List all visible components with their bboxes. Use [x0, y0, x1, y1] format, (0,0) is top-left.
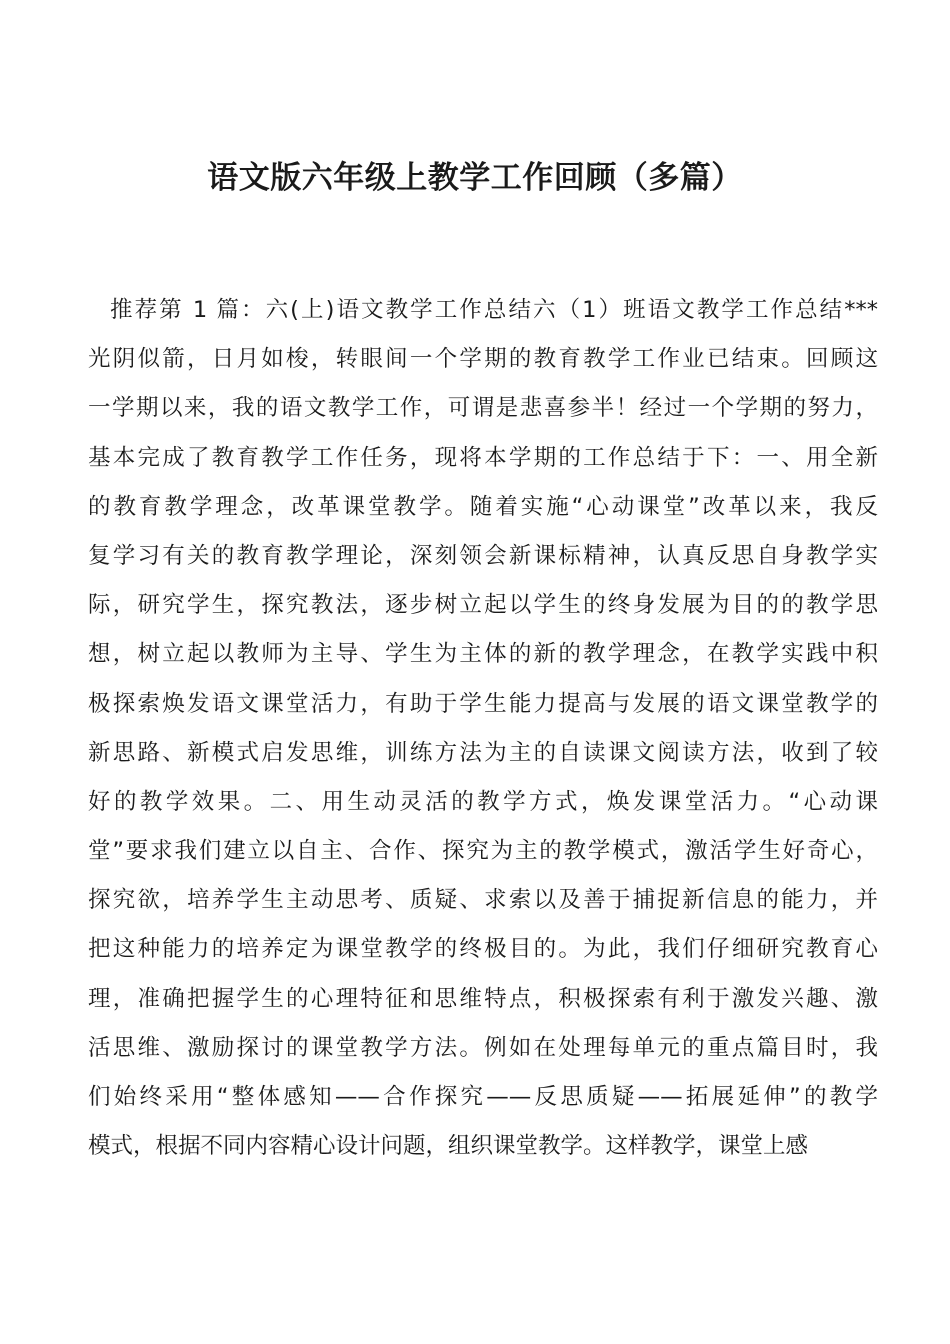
document-title: 语文版六年级上教学工作回顾（多篇）: [207, 160, 743, 196]
body-line: 推荐第 1 篇：六(上)语文教学工作总结六（1）班语文教学工作总结***: [110, 297, 878, 323]
body-line: 一学期以来，我的语文教学工作，可谓是悲喜参半！经过一个学期的努力，: [88, 395, 878, 422]
body-line: 极探索焕发语文课堂活力，有助于学生能力提高与发展的语文课堂教学的: [88, 690, 878, 717]
body-line: 新思路、新模式启发思维，训练方法为主的自读课文阅读方法，收到了较: [88, 739, 878, 766]
document-body: [88, 286, 878, 1171]
body-line: 想，树立起以教师为主导、学生为主体的新的教学理念，在教学实践中积: [88, 641, 878, 668]
body-line: 好的教学效果。二、用生动灵活的教学方式，焕发课堂活力。“心动课: [88, 788, 878, 815]
body-line: 基本完成了教育教学工作任务，现将本学期的工作总结于下：一、用全新: [88, 444, 878, 471]
body-line: 探究欲，培养学生主动思考、质疑、求索以及善于捕捉新信息的能力，并: [88, 887, 878, 914]
body-line: 的教育教学理念，改革课堂教学。随着实施“心动课堂”改革以来，我反: [88, 493, 878, 520]
body-line: 模式，根据不同内容精心设计问题，组织课堂教学。这样教学，课堂上感: [88, 1133, 809, 1160]
body-line: 堂”要求我们建立以自主、合作、探究为主的教学模式，激活学生好奇心，: [88, 838, 878, 865]
body-line: 复学习有关的教育教学理论，深刻领会新课标精神，认真反思自身教学实: [88, 542, 878, 569]
body-line: 们始终采用“整体感知——合作探究——反思质疑——拓展延伸”的教学: [88, 1084, 878, 1110]
body-line: 光阴似箭，日月如梭，转眼间一个学期的教育教学工作业已结束。回顾这: [88, 346, 878, 373]
body-line: 理，准确把握学生的心理特征和思维特点，积极探索有利于激发兴趣、激: [88, 985, 878, 1012]
body-line: 际，研究学生，探究教法，逐步树立起以学生的终身发展为目的的教学思: [88, 592, 878, 619]
body-line: 活思维、激励探讨的课堂教学方法。例如在处理每单元的重点篇目时，我: [88, 1034, 878, 1061]
body-line: 把这种能力的培养定为课堂教学的终极目的。为此，我们仔细研究教育心: [88, 936, 878, 963]
